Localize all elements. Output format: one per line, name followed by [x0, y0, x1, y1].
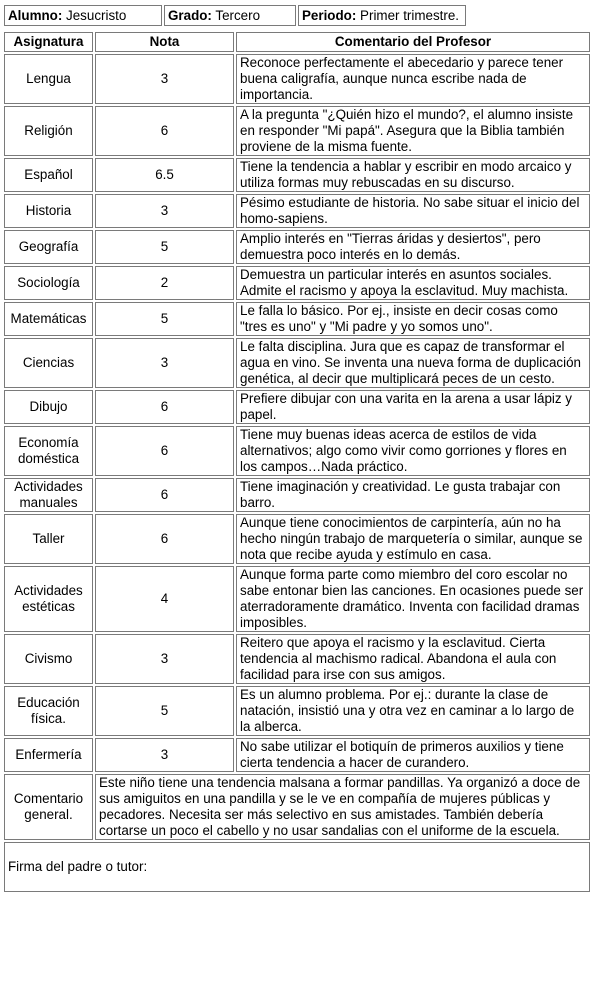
comment-cell: Demuestra un particular interés en asuntos sociales. Admite el racismo y apoya la esclavitud. Muy machista. — [236, 266, 590, 300]
comment-cell: Tiene muy buenas ideas acerca de estilos de vida alternativos; algo como vivir como gorriones y flores en los campos…Nada práctico. — [236, 426, 590, 476]
grade-cell: 4 — [95, 566, 234, 632]
comment-cell: Le falta disciplina. Jura que es capaz de transformar el agua en vino. Se inventa una nueva forma de duplicación genética, al decir que multiplicará peces de un cesto. — [236, 338, 590, 388]
comment-cell: Tiene imaginación y creatividad. Le gusta trabajar con barro. — [236, 478, 590, 512]
subject-cell: Economía doméstica — [4, 426, 93, 476]
column-header-grade: Nota — [95, 32, 234, 52]
general-comment-text: Este niño tiene una tendencia malsana a formar pandillas. Ya organizó a doce de sus amiguitos en una pandilla y se le ve en compañía de mujeres públicas y pecadores. Necesita ser más selectivo en sus amistades. También debería cortarse un poco el cabello y no usar sandalias con el uniforme de la escuela. — [95, 774, 590, 840]
comment-cell: Prefiere dibujar con una varita en la arena a usar lápiz y papel. — [236, 390, 590, 424]
grade-cell: 6.5 — [95, 158, 234, 192]
table-row — [4, 194, 590, 228]
table-row — [4, 266, 590, 300]
grade-cell: 3 — [95, 194, 234, 228]
grade-level-label: Grado: — [168, 8, 212, 23]
grade-cell: 3 — [95, 54, 234, 104]
subject-cell: Español — [4, 158, 93, 192]
grade-cell: 6 — [95, 390, 234, 424]
subject-cell: Historia — [4, 194, 93, 228]
signature-row — [4, 842, 590, 892]
table-row — [4, 54, 590, 104]
student-info-header — [2, 3, 468, 28]
table-row — [4, 106, 590, 156]
table-row — [4, 514, 590, 564]
subject-cell: Taller — [4, 514, 93, 564]
grade-cell: 6 — [95, 514, 234, 564]
subject-cell: Actividades estéticas — [4, 566, 93, 632]
comment-cell: Aunque tiene conocimientos de carpintería, aún no ha hecho ningún trabajo de marquetería o similar, aunque se nota que recibe ayuda y estímulo en casa. — [236, 514, 590, 564]
table-row — [4, 302, 590, 336]
student-name: Jesucristo — [66, 8, 127, 23]
grade-cell: 5 — [95, 302, 234, 336]
comment-cell: Amplio interés en "Tierras áridas y desiertos", pero demuestra poco interés en lo demás. — [236, 230, 590, 264]
grade-cell: 3 — [95, 634, 234, 684]
table-row — [4, 230, 590, 264]
subject-cell: Enfermería — [4, 738, 93, 772]
student-field — [4, 5, 162, 26]
subject-cell: Actividades manuales — [4, 478, 93, 512]
table-row — [4, 566, 590, 632]
subject-cell: Educación física. — [4, 686, 93, 736]
period-field — [298, 5, 466, 26]
table-header-row — [4, 32, 590, 52]
subject-cell: Dibujo — [4, 390, 93, 424]
table-row — [4, 158, 590, 192]
subject-cell: Sociología — [4, 266, 93, 300]
grade-cell: 6 — [95, 106, 234, 156]
column-header-comment: Comentario del Profesor — [236, 32, 590, 52]
table-row — [4, 634, 590, 684]
comment-cell: Pésimo estudiante de historia. No sabe situar el inicio del homo-sapiens. — [236, 194, 590, 228]
table-row — [4, 338, 590, 388]
grade-level-value: Tercero — [215, 8, 261, 23]
comment-cell: No sabe utilizar el botiquín de primeros auxilios y tiene cierta tendencia a hacer de curandero. — [236, 738, 590, 772]
grade-cell: 2 — [95, 266, 234, 300]
grade-cell: 3 — [95, 338, 234, 388]
subject-cell: Matemáticas — [4, 302, 93, 336]
comment-cell: Aunque forma parte como miembro del coro escolar no sabe entonar bien las canciones. En ocasiones puede ser aterradoramente dramático. Inventa con facilidad dramas imposibles. — [236, 566, 590, 632]
subject-cell: Civismo — [4, 634, 93, 684]
general-comment-row — [4, 774, 590, 840]
table-row — [4, 738, 590, 772]
comment-cell: Reconoce perfectamente el abecedario y parece tener buena caligrafía, aunque nunca escribe nada de importancia. — [236, 54, 590, 104]
period-value: Primer trimestre. — [360, 8, 459, 23]
grade-cell: 5 — [95, 686, 234, 736]
table-body — [4, 54, 590, 772]
grade-level-field — [164, 5, 296, 26]
table-row — [4, 390, 590, 424]
grade-cell: 6 — [95, 478, 234, 512]
column-header-subject: Asignatura — [4, 32, 93, 52]
subject-cell: Lengua — [4, 54, 93, 104]
comment-cell: Es un alumno problema. Por ej.: durante la clase de natación, insistió una y otra vez en caminar a lo largo de la alberca. — [236, 686, 590, 736]
grades-table — [2, 30, 592, 894]
comment-cell: Tiene la tendencia a hablar y escribir en modo arcaico y utiliza formas muy rebuscadas en su discurso. — [236, 158, 590, 192]
table-row — [4, 426, 590, 476]
student-label: Alumno: — [8, 8, 63, 23]
signature-label: Firma del padre o tutor: — [8, 859, 148, 874]
subject-cell: Religión — [4, 106, 93, 156]
comment-cell: Le falla lo básico. Por ej., insiste en decir cosas como "tres es uno" y "Mi padre y yo somos uno". — [236, 302, 590, 336]
table-row — [4, 478, 590, 512]
grade-cell: 6 — [95, 426, 234, 476]
comment-cell: A la pregunta "¿Quién hizo el mundo?, el alumno insiste en responder "Mi papá". Asegura que la Biblia también proviene de la misma fuente. — [236, 106, 590, 156]
grade-cell: 3 — [95, 738, 234, 772]
subject-cell: Ciencias — [4, 338, 93, 388]
grade-cell: 5 — [95, 230, 234, 264]
signature-field — [4, 842, 590, 892]
table-row — [4, 686, 590, 736]
period-label: Periodo: — [302, 8, 357, 23]
general-comment-label: Comentario general. — [4, 774, 93, 840]
comment-cell: Reitero que apoya el racismo y la esclavitud. Cierta tendencia al machismo radical. Abandona el aula con facilidad para irse con sus amigos. — [236, 634, 590, 684]
subject-cell: Geografía — [4, 230, 93, 264]
